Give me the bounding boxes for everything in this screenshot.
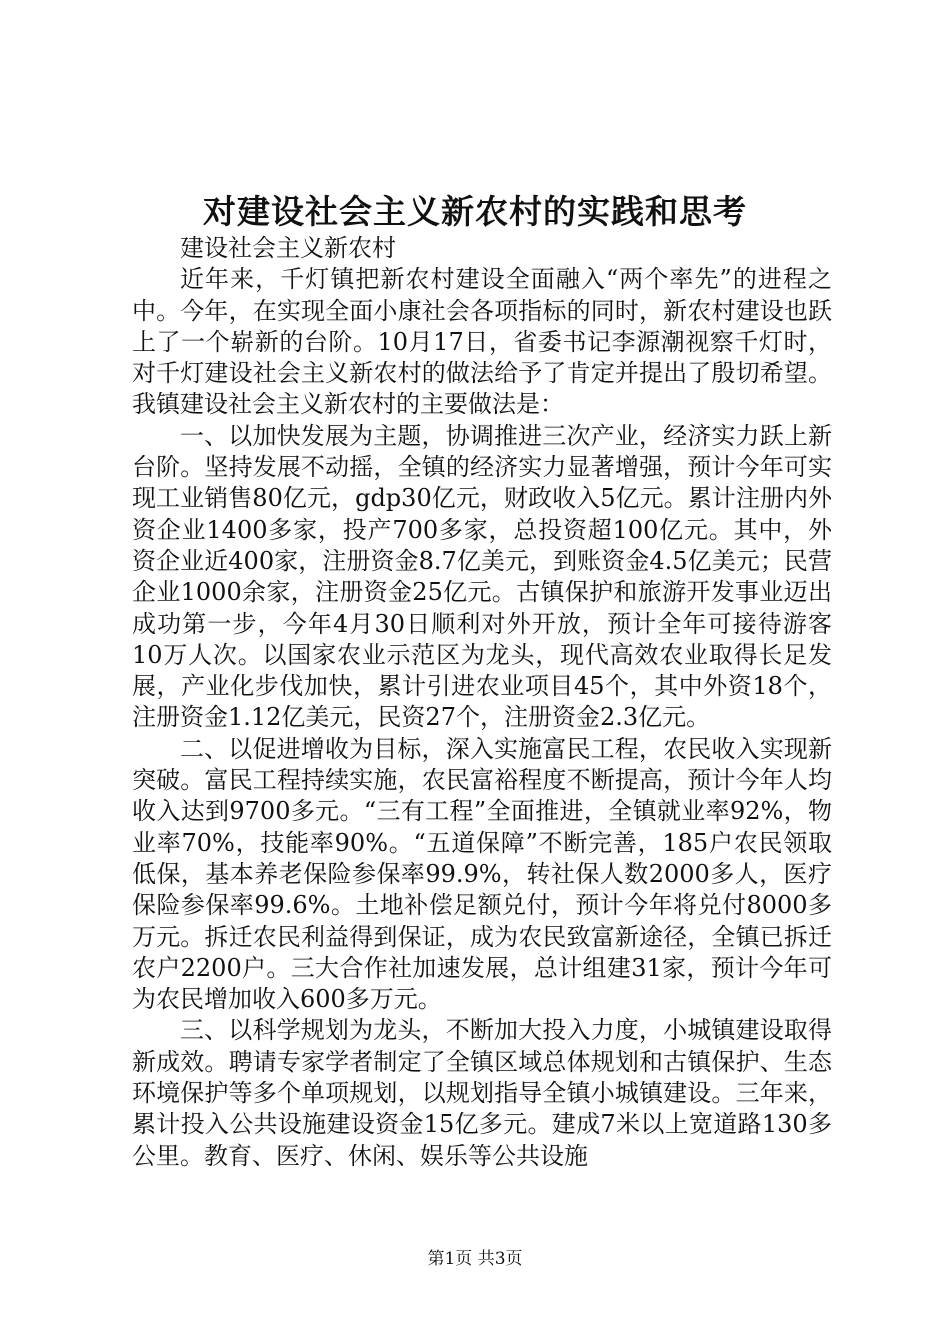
- paragraph-subtitle: 建设社会主义新农村: [180, 234, 396, 262]
- paragraph-intro: 近年来，千灯镇把新农村建设全面融入“两个率先”的进程之中。今年，在实现全面小康社会各项指标的同时，新农村建设也跃上了一个崭新的台阶。10月17日，省委书记李源潮视察千灯时，对千灯建设社会主义新农村的做法给予了肯定并提出了殷切希望。我镇建设社会主义新农村的主要做法是：: [132, 265, 832, 419]
- paragraph-section-1: 一、以加快发展为主题，协调推进三次产业，经济实力跃上新台阶。坚持发展不动摇，全镇的经济实力显著增强，预计今年可实现工业销售80亿元，gdp30亿元，财政收入5亿元。累计注册内外资企业1400多家，投产700多家，总投资超100亿元。其中，外资企业近400家，注册资金8.7亿美元，到账资金4.5亿美元；民营企业1000余家，注册资金25亿元。古镇保护和旅游开发事业迈出成功第一步，今年4月30日顺利对外开放，预计全年可接待游客10万人次。以国家农业示范区为龙头，现代高效农业取得长足发展，产业化步伐加快，累计引进农业项目45个，其中外资18个，注册资金1.12亿美元，民资27个，注册资金2.3亿元。: [132, 421, 832, 732]
- document-body: [132, 233, 832, 1172]
- document-title: 对建设社会主义新农村的实践和思考: [203, 192, 747, 231]
- paragraph-section-3: 三、以科学规划为龙头，不断加大投入力度，小城镇建设取得新成效。聘请专家学者制定了全镇区域总体规划和古镇保护、生态环境保护等多个单项规划，以规划指导全镇小城镇建设。三年来，累计投入公共设施建设资金15亿多元。建成7米以上宽道路130多公里。教育、医疗、休闲、娱乐等公共设施: [132, 1016, 832, 1170]
- page-number-footer: 第1页 共3页: [427, 1249, 523, 1269]
- paragraph-section-2: 二、以促进增收为目标，深入实施富民工程，农民收入实现新突破。富民工程持续实施，农民富裕程度不断提高，预计今年人均收入达到9700多元。“三有工程”全面推进，全镇就业率92%，物业率70%，技能率90%。“五道保障”不断完善，185户农民领取低保，基本养老保险参保率99.9%，转社保人数2000多人，医疗保险参保率99.6%。土地补偿足额兑付，预计今年将兑付8000多万元。拆迁农民利益得到保证，成为农民致富新途径，全镇已拆迁农户2200户。三大合作社加速发展，总计组建31家，预计今年可为农民增加收入600多万元。: [132, 734, 832, 1014]
